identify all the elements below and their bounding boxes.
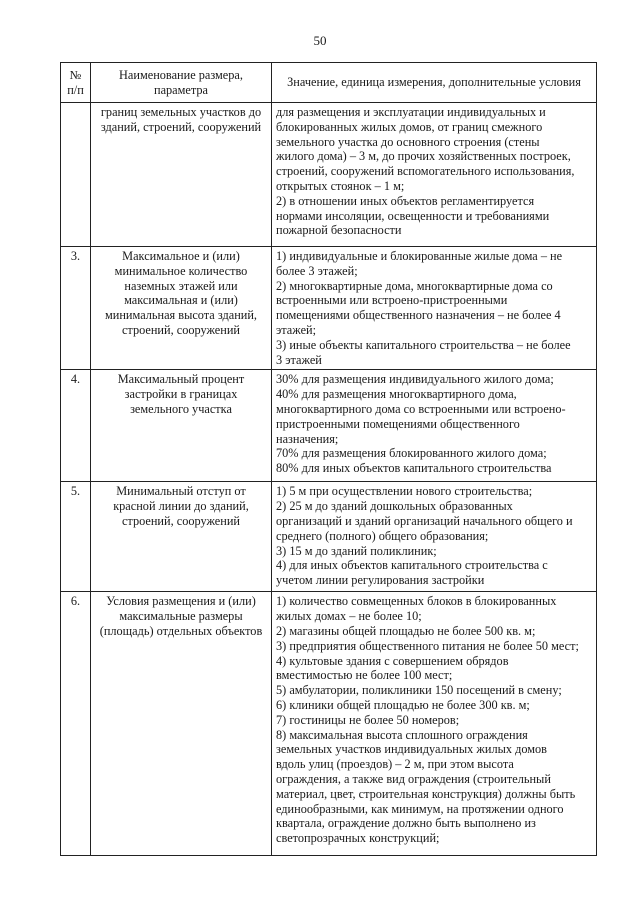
value-line: вместимостью не более 100 мест; xyxy=(276,668,453,683)
value-line: материал, цвет, строительная конструкция) должны быть xyxy=(276,786,576,801)
row-name: Минимальный отступ от красной линии до зданий, строений, сооружений xyxy=(91,482,272,592)
value-line: 1) 5 м при осуществлении нового строительства; xyxy=(276,484,533,499)
row-num xyxy=(61,103,91,247)
value-line: встроенными или встроено-пристроенными xyxy=(276,293,508,308)
header-num-text: № п/п xyxy=(67,67,84,97)
value-line: 6) клиники общей площадью не более 300 кв. м; xyxy=(276,697,530,712)
value-line: блокированных жилых домов, от границ смежного xyxy=(276,119,543,134)
value-line: 2) магазины общей площадью не более 500 кв. м; xyxy=(276,623,536,638)
value-line: 7) гостиницы не более 50 номеров; xyxy=(276,712,460,727)
value-line: 70% для размещения блокированного жилого дома; xyxy=(276,446,547,461)
value-line: 3) предприятия общественного питания не более 50 мест; xyxy=(276,638,579,653)
table-row xyxy=(61,247,597,370)
value-line: 1) индивидуальные и блокированные жилые дома – не xyxy=(276,249,563,263)
header-value: Значение, единица измерения, дополнительные условия xyxy=(272,63,597,103)
value-line: нормами инсоляции, освещенности и требованиями xyxy=(276,208,550,223)
row-num: 4. xyxy=(61,370,91,482)
value-line: этажей; xyxy=(276,322,317,337)
value-line: 1) количество совмещенных блоков в блокированных xyxy=(276,594,557,609)
row-value xyxy=(272,103,597,247)
row-num: 5. xyxy=(61,482,91,592)
table-header-row xyxy=(61,63,597,103)
header-name: Наименование размера, параметра xyxy=(91,63,272,103)
row-num: 6. xyxy=(61,592,91,856)
value-line: 3 этажей xyxy=(276,352,322,367)
table-row xyxy=(61,592,597,856)
value-line: жилого дома) – 3 м, до прочих хозяйственных построек, xyxy=(276,149,571,164)
value-line: многоквартирного дома со встроенными или встроено- xyxy=(276,401,566,416)
value-line: квартала, ограждение должно быть выполнено из xyxy=(276,816,536,831)
table-row xyxy=(61,103,597,247)
value-line: пожарной безопасности xyxy=(276,223,402,238)
value-line: земельного участка до основного строения (стены xyxy=(276,134,540,149)
value-line: 30% для размещения индивидуального жилого дома; xyxy=(276,372,554,387)
value-line: вдоль улиц (проездов) – 2 м, при этом высота xyxy=(276,757,514,772)
row-num: 3. xyxy=(61,247,91,370)
value-line: земельных участков индивидуальных жилых домов xyxy=(276,742,547,757)
row-value xyxy=(272,370,597,482)
value-line: назначения; xyxy=(276,431,339,446)
value-line: 5) амбулатории, поликлиники 150 посещений в смену; xyxy=(276,683,562,698)
row-name: Максимальное и (или) минимальное количество наземных этажей или максимальная и (или) минимальная высота зданий, строений, сооружений xyxy=(91,247,272,370)
value-line: для размещения и эксплуатации индивидуальных и xyxy=(276,105,546,119)
value-line: 3) 15 м до зданий поликлиник; xyxy=(276,543,437,558)
value-line: ограждения, а также вид ограждения (строительный xyxy=(276,771,551,786)
value-line: 8) максимальная высота сплошного ограждения xyxy=(276,727,528,742)
value-line: учетом линии регулирования застройки xyxy=(276,573,485,588)
value-line: более 3 этажей; xyxy=(276,263,358,278)
value-line: 80% для иных объектов капитального строительства xyxy=(276,461,552,476)
table-row xyxy=(61,370,597,482)
row-value xyxy=(272,482,597,592)
table-row xyxy=(61,482,597,592)
value-line: светопрозрачных конструкций; xyxy=(276,831,440,846)
value-line: помещениями общественного назначения – не более 4 xyxy=(276,308,561,323)
value-line: 2) многоквартирные дома, многоквартирные дома со xyxy=(276,278,553,293)
value-line: единообразными, как минимум, на протяжении одного xyxy=(276,801,564,816)
page-number: 50 xyxy=(313,33,327,48)
value-line: 4) культовые здания с совершением обрядов xyxy=(276,653,509,668)
row-name: Максимальный процент застройки в границах земельного участка xyxy=(91,370,272,482)
row-name: границ земельных участков до зданий, строений, сооружений xyxy=(91,103,272,247)
row-value xyxy=(272,247,597,370)
value-line: 2) в отношении иных объектов регламентируется xyxy=(276,193,535,208)
row-name: Условия размещения и (или) максимальные размеры (площадь) отдельных объектов xyxy=(91,592,272,856)
value-line: 4) для иных объектов капитального строительства с xyxy=(276,558,548,573)
value-line: 3) иные объекты капитального строительства – не более xyxy=(276,337,571,352)
value-line: 2) 25 м до зданий дошкольных образованных xyxy=(276,499,513,514)
value-line: среднего (полного) общего образования; xyxy=(276,528,489,543)
value-line: строений, сооружений вспомогательного использования, xyxy=(276,164,575,179)
value-line: открытых стоянок – 1 м; xyxy=(276,178,405,193)
header-num xyxy=(61,63,91,103)
row-value xyxy=(272,592,597,856)
value-line: пристроенными помещениями общественного xyxy=(276,416,520,431)
value-line: жилых домах – не более 10; xyxy=(276,609,422,624)
regulation-table xyxy=(60,62,597,856)
value-line: организаций и зданий организаций начального общего и xyxy=(276,513,573,528)
value-line: 40% для размещения многоквартирного дома, xyxy=(276,387,517,402)
